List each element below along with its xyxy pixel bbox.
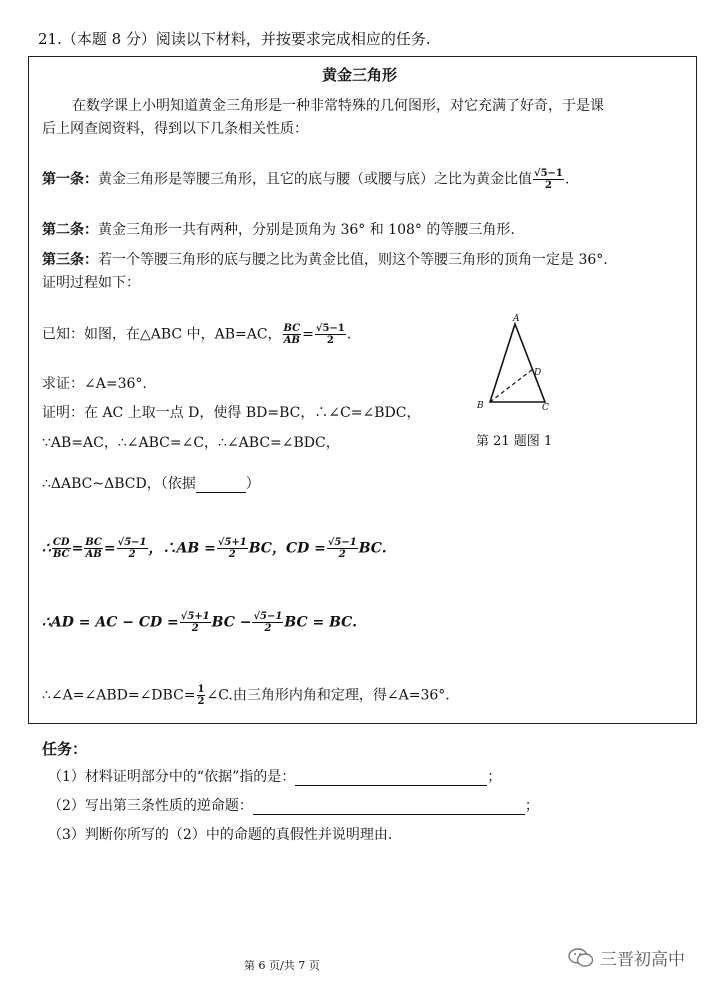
question-header: 21.（本题 8 分）阅读以下材料，并按要求完成相应的任务.: [38, 30, 431, 48]
label-b: B: [477, 401, 484, 411]
property-3: [42, 249, 608, 269]
property-1-label: 第一条：: [42, 171, 98, 188]
figure-caption: 第 21 题图 1: [476, 434, 553, 449]
material-title: 黄金三角形: [322, 66, 398, 84]
property-2-text: 黄金三角形一共有两种，分别是顶角为 36° 和 108° 的等腰三角形.: [98, 222, 515, 238]
task-3: （3）判断你所写的（2）中的命题的真假性并说明理由.: [48, 827, 393, 843]
label-d: D: [534, 368, 542, 378]
basis-blank[interactable]: [196, 492, 246, 493]
golden-fraction: $\frac{√5-1}{2}$: [315, 323, 345, 346]
task-1-answer-blank[interactable]: [295, 785, 487, 786]
proof-line-2: ∵AB=AC，∴∠ABC=∠C，∴∠ABC=∠BDC，: [42, 435, 340, 451]
page-number: 第 6 页/共 7 页: [244, 959, 320, 972]
golden-ratio-fraction: $\frac{√5-1}{2}$: [534, 168, 563, 191]
triangle-figure: [472, 312, 562, 422]
segment-bd: [490, 369, 533, 402]
proof-line-5: ∴AD = AC − CD = $\frac{√5+1}{2}$ BC − $\frac{√5-1}{2}$ BC = BC.: [42, 611, 357, 634]
proof-line-6: ∴∠A=∠ABD=∠DBC= $\frac{1}{2}$ ∠C.由三角形内角和定理，得∠A=36°.: [42, 684, 450, 707]
property-1: 第一条：黄金三角形是等腰三角形，且它的底与腰（或腰与底）之比为黄金比值 $\frac{√5-1}{2}$ .: [42, 168, 570, 191]
bc-ab-fraction: $\frac{BC}{AB}$: [283, 323, 301, 346]
proof-line-1: 证明：在 AC 上取一点 D，使得 BD=BC，∴∠C=∠BDC，: [42, 405, 421, 421]
tasks-heading: 任务：: [42, 740, 88, 758]
task-1: （1）材料证明部分中的“依据”指的是： ；: [48, 769, 502, 785]
property-2: [42, 219, 515, 239]
triangle-abc: [490, 324, 545, 402]
property-3-label: 第三条：: [42, 252, 98, 268]
watermark: [568, 945, 685, 970]
intro-line-1: 在数学课上小明知道黄金三角形是一种非常特殊的几何图形，对它充满了好奇，于是课: [72, 98, 604, 114]
property-2-label: 第二条：: [42, 222, 98, 238]
prove-statement: 求证：∠A=36°.: [42, 376, 147, 392]
label-c: C: [542, 403, 549, 413]
proof-line-3: ∴ΔABC~ΔBCD，（依据 ）: [42, 476, 260, 492]
proof-line-4: ∴ $\frac{CD}{BC}$ = $\frac{BC}{AB}$ = $\frac{√5-1}{2}$ ，∴AB = $\frac{√5+1}{2}$ BC，CD = $\frac{√5-1}{2}$ BC.: [42, 537, 387, 560]
property-3-text: 若一个等腰三角形的底与腰之比为黄金比值，则这个等腰三角形的顶角一定是 36°.: [98, 252, 608, 268]
property-1-text: 黄金三角形是等腰三角形，且它的底与腰（或腰与底）之比为黄金比值: [98, 171, 532, 188]
task-2-answer-blank[interactable]: [253, 814, 525, 815]
task-2: （2）写出第三条性质的逆命题： ；: [48, 798, 539, 814]
wechat-icon: [568, 947, 594, 969]
proof-intro: 证明过程如下：: [42, 275, 140, 291]
label-a: A: [513, 314, 520, 324]
given-statement: 已知：如图，在△ABC 中，AB=AC， $\frac{BC}{AB}$ = $\frac{√5-1}{2}$ .: [42, 323, 352, 346]
watermark-text: 三晋初高中: [600, 950, 685, 970]
intro-line-2: 后上网查阅资料，得到以下几条相关性质：: [42, 121, 308, 137]
